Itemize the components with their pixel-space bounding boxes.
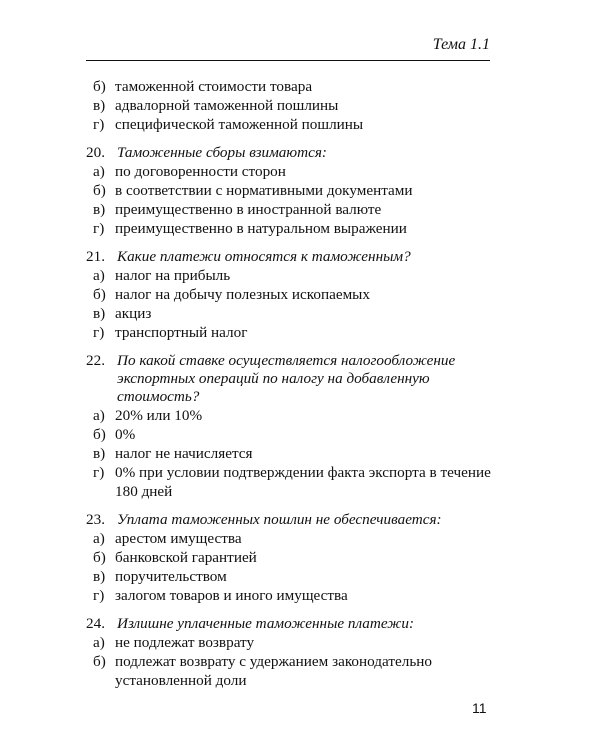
question-text: По какой ставке осуществляется налогообложение экспортных операций по налогу на добавленную стоимость?	[117, 352, 456, 405]
option-letter: в)	[93, 445, 106, 462]
answer-option	[93, 323, 493, 342]
option-letter: г)	[93, 464, 105, 481]
option-letter: а)	[93, 530, 105, 547]
question-number: 21.	[86, 248, 105, 265]
option-text: по договоренности сторон	[115, 163, 286, 180]
page-header	[86, 36, 490, 64]
section-title: Тема 1.1	[432, 36, 490, 53]
answer-option	[93, 266, 493, 285]
question-21	[86, 248, 493, 342]
answer-option	[93, 529, 493, 548]
question-text: Уплата таможенных пошлин не обеспечивается:	[117, 511, 442, 528]
question-title	[86, 615, 493, 633]
option-text: адвалорной таможенной пошлины	[115, 97, 339, 114]
answer-option	[93, 219, 493, 238]
option-text: банковской гарантией	[115, 549, 257, 566]
option-letter: а)	[93, 407, 105, 424]
question-23	[86, 511, 493, 605]
option-letter: в)	[93, 201, 106, 218]
question-number: 24.	[86, 615, 105, 632]
answer-option	[93, 652, 493, 690]
answer-option	[93, 406, 493, 425]
question-text: Какие платежи относятся к таможенным?	[117, 248, 411, 265]
option-letter: а)	[93, 634, 105, 651]
option-text: преимущественно в натуральном выражении	[115, 220, 407, 237]
answer-option	[93, 77, 493, 96]
question-number: 22.	[86, 352, 105, 369]
option-letter: а)	[93, 267, 105, 284]
question-22	[86, 352, 493, 501]
question-20	[86, 144, 493, 238]
option-text: преимущественно в иностранной валюте	[115, 201, 382, 218]
option-text: таможенной стоимости товара	[115, 78, 313, 95]
question-title	[86, 352, 493, 406]
option-letter: б)	[93, 549, 106, 566]
option-text: 20% или 10%	[115, 407, 203, 424]
option-letter: в)	[93, 305, 106, 322]
option-letter: б)	[93, 78, 106, 95]
option-letter: в)	[93, 568, 106, 585]
questions-content	[86, 77, 493, 700]
option-text: 0% при условии подтверждении факта экспорта в течение 180 дней	[115, 464, 491, 500]
answer-option	[93, 444, 493, 463]
page-number: 11	[472, 700, 487, 716]
answer-option	[93, 633, 493, 652]
question-text: Таможенные сборы взимаются:	[117, 144, 327, 161]
question-24	[86, 615, 493, 690]
answer-option	[93, 304, 493, 323]
answer-option	[93, 586, 493, 605]
question-text: Излишне уплаченные таможенные платежи:	[117, 615, 415, 632]
question-title	[86, 144, 493, 162]
answer-option	[93, 548, 493, 567]
option-letter: г)	[93, 324, 105, 341]
option-text: акциз	[115, 305, 152, 322]
option-text: транспортный налог	[115, 324, 248, 341]
option-text: 0%	[115, 426, 136, 443]
option-text: подлежат возврату с удержанием законодательно установленной доли	[115, 653, 432, 689]
answer-option	[93, 162, 493, 181]
answer-option	[93, 285, 493, 304]
option-letter: г)	[93, 220, 105, 237]
option-text: не подлежат возврату	[115, 634, 255, 651]
answer-option	[93, 463, 493, 501]
option-letter: б)	[93, 653, 106, 670]
option-letter: б)	[93, 286, 106, 303]
question-title	[86, 511, 493, 529]
answer-option	[93, 200, 493, 219]
option-text: налог не начисляется	[115, 445, 253, 462]
answer-option	[93, 181, 493, 200]
option-text: залогом товаров и иного имущества	[115, 587, 348, 604]
option-letter: б)	[93, 182, 106, 199]
answer-option	[93, 567, 493, 586]
answer-option	[93, 96, 493, 115]
option-letter: г)	[93, 116, 105, 133]
question-number: 20.	[86, 144, 105, 161]
question-title	[86, 248, 493, 266]
continued-question-options	[93, 77, 493, 134]
question-number: 23.	[86, 511, 105, 528]
answer-option	[93, 115, 493, 134]
header-divider	[86, 60, 490, 61]
option-text: в соответствии с нормативными документами	[115, 182, 413, 199]
option-text: поручительством	[115, 568, 227, 585]
option-letter: г)	[93, 587, 105, 604]
option-text: специфической таможенной пошлины	[115, 116, 364, 133]
option-letter: в)	[93, 97, 106, 114]
option-text: арестом имущества	[115, 530, 242, 547]
answer-option	[93, 425, 493, 444]
option-letter: б)	[93, 426, 106, 443]
option-text: налог на добычу полезных ископаемых	[115, 286, 370, 303]
option-text: налог на прибыль	[115, 267, 231, 284]
option-letter: а)	[93, 163, 105, 180]
